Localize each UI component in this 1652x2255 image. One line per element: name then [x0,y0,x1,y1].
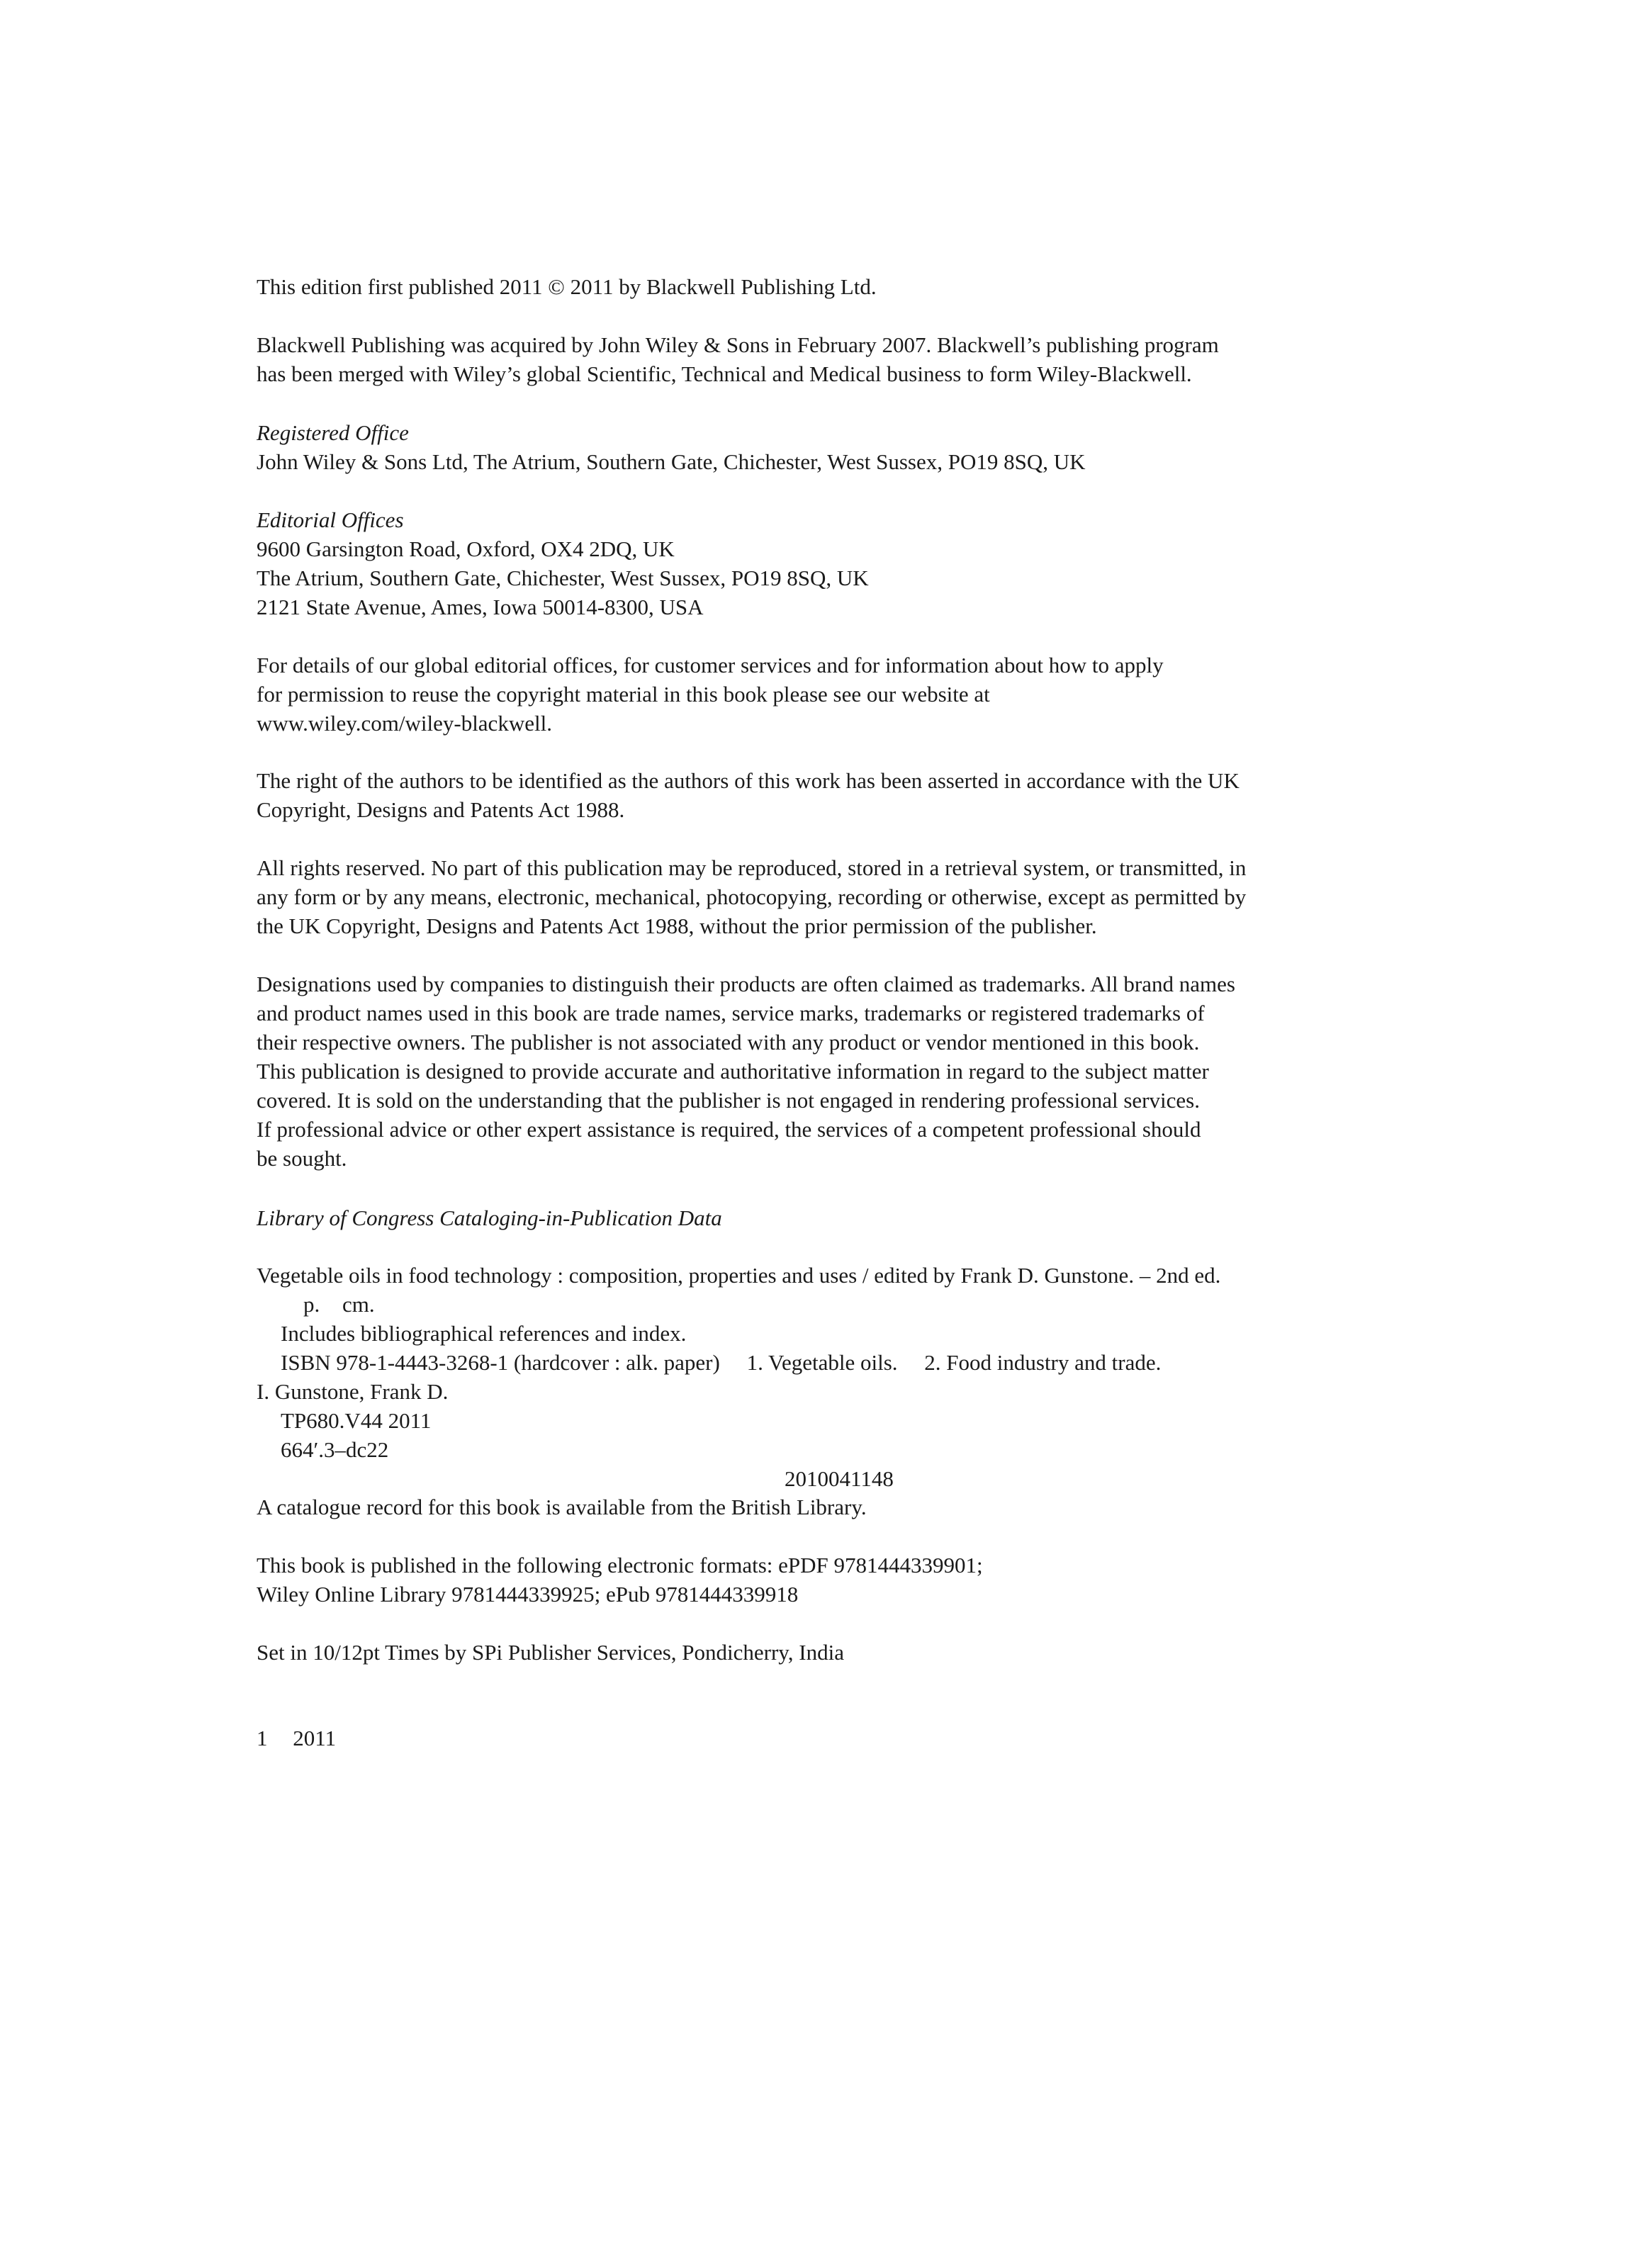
cip-pages-p: p. [303,1292,320,1317]
typesetting-line: Set in 10/12pt Times by SPi Publisher Services, Pondicherry, India [257,1640,844,1665]
website-link[interactable]: www.wiley.com/wiley-blackwell. [257,711,552,736]
rights-asserted-line-1: The right of the authors to be identified as the authors of this work has been asserted in accordance with the UK [257,768,1240,793]
all-rights-line-1: All rights reserved. No part of this publication may be reproduced, stored in a retrieval system, or transmitted, in [257,855,1247,880]
designations-line-1: Designations used by companies to distinguish their products are often claimed as trademarks. All brand names [257,972,1235,996]
cip-dewey: 664′.3–dc22 [281,1437,389,1462]
cip-lccn: 2010041148 [785,1466,894,1491]
designations-line-2: and product names used in this book are trade names, service marks, trademarks or registered trademarks of [257,1001,1205,1025]
registered-office-heading: Registered Office [257,420,409,445]
acquisition-line-2: has been merged with Wiley’s global Scientific, Technical and Medical business to form Wiley-Blackwell. [257,361,1192,386]
typesetting-notice [257,1638,1334,1667]
all-rights-line-2: any form or by any means, electronic, mechanical, photocopying, recording or otherwise, except as permitted by [257,884,1247,909]
cip-isbn-row [257,1348,1334,1377]
editorial-offices [257,505,1334,622]
details-paragraph [257,651,1334,738]
cip-added-entry: I. Gunstone, Frank D. [257,1379,449,1404]
electronic-formats [257,1551,1334,1609]
cip-title-line: Vegetable oils in food technology : composition, properties and uses / edited by Frank D. Gunstone. – 2nd ed. [257,1263,1221,1288]
print-line-row [257,1723,1334,1753]
registered-office-address: John Wiley & Sons Ltd, The Atrium, Southern Gate, Chichester, West Sussex, PO19 8SQ, UK [257,449,1086,474]
designations-line-6: If professional advice or other expert assistance is required, the services of a competent professional should [257,1117,1201,1142]
editorial-office-oxford: 9600 Garsington Road, Oxford, OX4 2DQ, UK [257,536,675,561]
electronic-formats-line-2: Wiley Online Library 9781444339925; ePub 9781444339918 [257,1582,799,1607]
print-line [257,1723,1334,1753]
all-rights-line-3: the UK Copyright, Designs and Patents Act 1988, without the prior permission of the publisher. [257,913,1097,938]
details-line-1: For details of our global editorial offices, for customer services and for information about how to apply [257,653,1164,677]
details-line-2: for permission to reuse the copyright material in this book please see our website at [257,682,990,707]
electronic-formats-line-1: This book is published in the following electronic formats: ePDF 9781444339901; [257,1553,983,1578]
print-number: 1 [257,1726,268,1750]
designations-line-4: This publication is designed to provide accurate and authoritative information in regard to the subject matter [257,1059,1209,1084]
all-rights-paragraph [257,853,1334,940]
rights-asserted-line-2: Copyright, Designs and Patents Act 1988. [257,797,625,822]
cip-heading: Library of Congress Cataloging-in-Publication Data [257,1205,722,1230]
cip-subject-2: 2. Food industry and trade. [924,1350,1162,1375]
designations-line-3: their respective owners. The publisher is not associated with any product or vendor mentioned in this book. [257,1030,1200,1055]
editorial-offices-heading: Editorial Offices [257,507,404,532]
british-library-line: A catalogue record for this book is available from the British Library. [257,1495,867,1519]
cip-isbn: ISBN 978-1-4443-3268-1 (hardcover : alk. paper) [281,1350,720,1375]
acquisition-paragraph [257,330,1334,388]
acquisition-line-1: Blackwell Publishing was acquired by John Wiley & Sons in February 2007. Blackwell’s publishing program [257,332,1219,357]
rights-asserted-paragraph [257,766,1334,824]
cip-record [257,1261,1334,1493]
cip-classification: TP680.V44 2011 [281,1408,432,1433]
copyright-notice [257,272,1334,301]
cip-includes: Includes bibliographical references and index. [281,1321,687,1346]
editorial-office-ames: 2121 State Avenue, Ames, Iowa 50014-8300, USA [257,595,704,619]
cip-pages [257,1290,1334,1319]
print-year: 2011 [293,1726,337,1750]
copyright-line: This edition first published 2011 © 2011 by Blackwell Publishing Ltd. [257,274,877,299]
cip-heading-block [257,1203,1334,1232]
designations-line-7: be sought. [257,1146,347,1171]
editorial-office-chichester: The Atrium, Southern Gate, Chichester, West Sussex, PO19 8SQ, UK [257,566,869,590]
cip-subject-1: 1. Vegetable oils. [746,1350,898,1375]
designations-line-5: covered. It is sold on the understanding that the publisher is not engaged in rendering professional services. [257,1088,1200,1113]
cip-pages-cm: cm. [342,1292,375,1317]
registered-office [257,418,1334,476]
designations-paragraph [257,969,1334,1173]
british-library-notice [257,1492,1334,1522]
